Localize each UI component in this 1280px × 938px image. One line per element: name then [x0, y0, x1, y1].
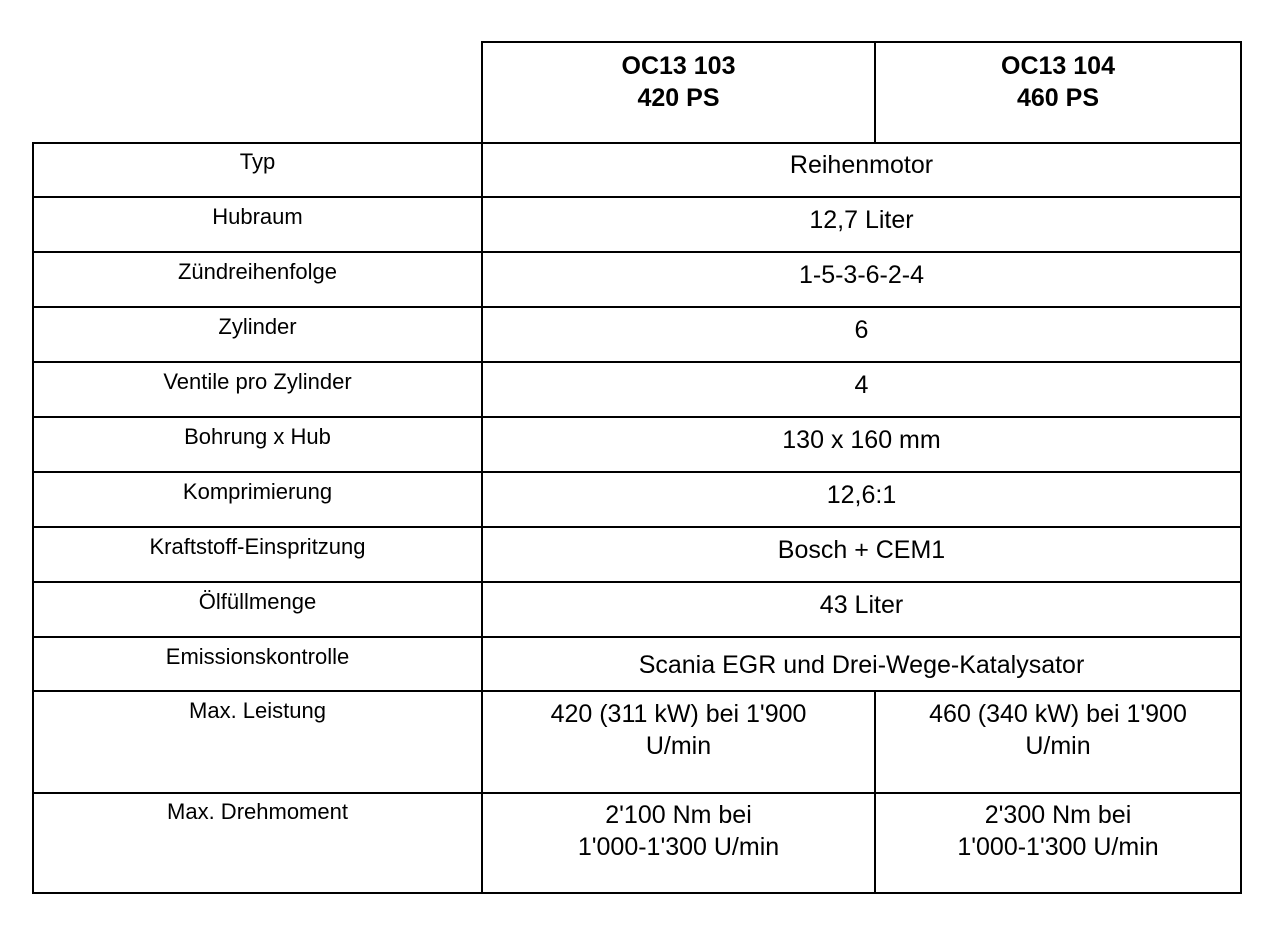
row-label: Hubraum [212, 204, 303, 229]
row-divider [32, 196, 1242, 198]
model-code: OC13 103 [621, 52, 736, 80]
row-value: 43 Liter [819, 591, 904, 619]
model-power: 420 PS [637, 84, 720, 112]
row-label: Ölfüllmenge [198, 589, 317, 614]
row-label: Ventile pro Zylinder [163, 369, 352, 394]
row-divider [32, 471, 1242, 473]
row-value: 130 x 160 mm [782, 426, 941, 454]
row-value: 12,6:1 [826, 481, 897, 509]
row-value [876, 799, 1240, 863]
row-divider [32, 251, 1242, 253]
row-label: Kraftstoff-Einspritzung [149, 534, 366, 559]
value-line: 460 (340 kW) bei 1'900 [929, 700, 1187, 728]
row-value: Reihenmotor [789, 151, 934, 179]
row-label: Max. Drehmoment [167, 799, 348, 824]
row-divider [32, 306, 1242, 308]
row-label: Typ [239, 149, 276, 174]
value-line: 2'100 Nm bei [605, 801, 752, 829]
spec-table [32, 142, 1242, 894]
row-divider [32, 361, 1242, 363]
value-line: U/min [1025, 732, 1091, 760]
row-divider [32, 792, 1242, 794]
row-value [483, 698, 874, 762]
row-divider [32, 690, 1242, 692]
model-header-cell [483, 50, 874, 114]
value-line: 420 (311 kW) bei 1'900 [550, 700, 807, 728]
row-value: 12,7 Liter [809, 206, 914, 234]
row-divider [32, 526, 1242, 528]
row-value: 1-5-3-6-2-4 [798, 261, 925, 289]
row-label: Komprimierung [182, 479, 333, 504]
value-line: 2'300 Nm bei [984, 801, 1132, 829]
value-line: 1'000-1'300 U/min [577, 833, 780, 861]
value-line: U/min [645, 732, 712, 760]
value-line: 1'000-1'300 U/min [957, 833, 1159, 861]
model-power: 460 PS [1016, 84, 1099, 112]
model-header-cell [876, 50, 1240, 114]
row-value [483, 799, 874, 863]
row-divider [32, 581, 1242, 583]
row-label: Zylinder [218, 314, 297, 339]
row-label: Max. Leistung [189, 698, 326, 723]
model-code: OC13 104 [1001, 52, 1115, 80]
row-divider [32, 416, 1242, 418]
row-label: Emissionskontrolle [165, 644, 350, 669]
row-label: Bohrung x Hub [184, 424, 331, 449]
label-column-divider [481, 142, 483, 894]
row-value: Bosch + CEM1 [777, 536, 946, 564]
row-value: 6 [854, 316, 869, 344]
row-label: Zündreihenfolge [177, 259, 337, 284]
row-value: Scania EGR und Drei-Wege-Katalysator [638, 651, 1085, 679]
row-value: 4 [854, 371, 869, 399]
row-value [876, 698, 1240, 762]
row-divider [32, 636, 1242, 638]
